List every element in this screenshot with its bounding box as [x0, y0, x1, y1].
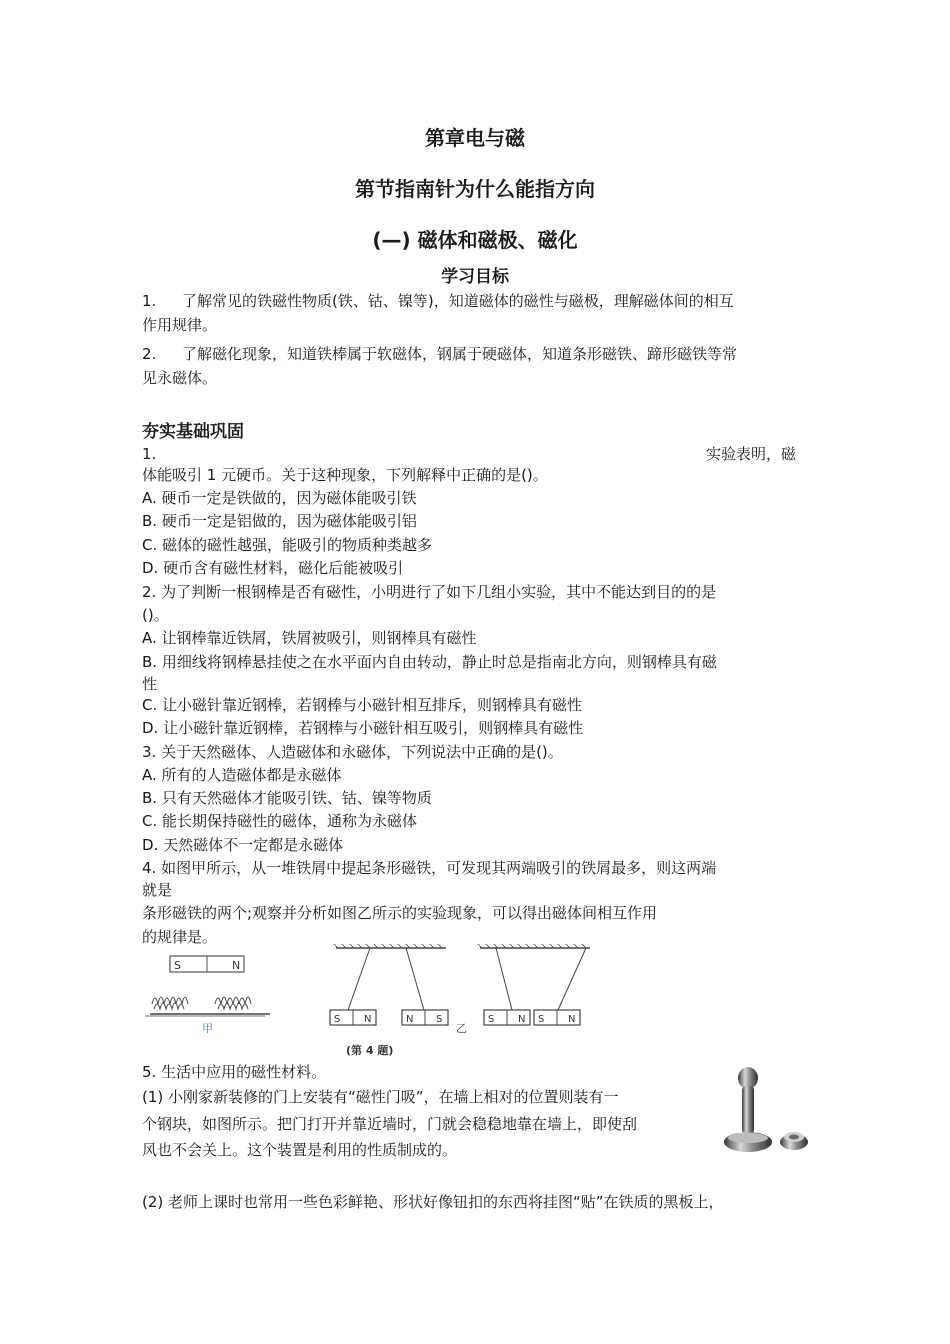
objective-2-cont: 见永磁体。 [142, 369, 218, 387]
q5-part1-line2: 个钢块，如图所示。把门打开并靠近墙时，门就会稳稳地靠在墙上，即使刮 [142, 1115, 638, 1133]
pole-s-label: S [174, 959, 181, 972]
q1-number: 1. [142, 445, 157, 463]
q3-stem: 3. 关于天然磁体、人造磁体和永磁体，下列说法中正确的是()。 [142, 743, 563, 761]
objective-number: 2. [142, 345, 157, 363]
objective-2 [142, 344, 737, 364]
q1-stem: 体能吸引 1 元硬币。关于这种现象，下列解释中正确的是()。 [142, 466, 548, 484]
q2-stem-cont: ()。 [142, 606, 169, 624]
objectives-title: 学习目标 [441, 267, 509, 287]
q5-part1-line3: 风也不会关上。这个装置是利用的性质制成的。 [142, 1141, 458, 1159]
q2-stem: 2. 为了判断一根钢棒是否有磁性，小明进行了如下几组小实验，其中不能达到目的的是 [142, 583, 717, 601]
q4-stem: 4. 如图甲所示，从一堆铁屑中提起条形磁铁，可发现其两端吸引的铁屑最多，则这两端 [142, 859, 717, 877]
label-jia: 甲 [202, 1022, 213, 1035]
objective-text: 了解常见的铁磁性物质(铁、钴、镍等)，知道磁体的磁性与磁极，理解磁体间的相互 [182, 292, 734, 310]
q3-option-b: B. 只有天然磁体才能吸引铁、钴、镍等物质 [142, 789, 432, 807]
figure-caption: (第 4 题) [346, 1044, 394, 1057]
objective-text: 了解磁化现象，知道铁棒属于软磁体，钢属于硬磁体，知道条形磁铁、蹄形磁铁等常 [182, 345, 738, 363]
q3-option-d: D. 天然磁体不一定都是永磁体 [142, 836, 344, 854]
figure-yi-attract [477, 944, 590, 1025]
figure-jia [145, 956, 270, 1035]
objective-1 [142, 291, 734, 311]
basics-section-title: 夯实基础巩固 [142, 422, 244, 442]
pole-n-label: N [568, 1014, 576, 1025]
q2-option-d: D. 让小磁针靠近钢棒，若钢棒与小磁针相互吸引，则钢棒具有磁性 [142, 719, 584, 737]
q2-option-a: A. 让钢棒靠近铁屑，铁屑被吸引，则钢棒具有磁性 [142, 629, 477, 647]
q4-figure [140, 944, 620, 1059]
q1-option-d: D. 硬币含有磁性材料，磁化后能被吸引 [142, 559, 404, 577]
q1-option-a: A. 硬币一定是铁做的，因为磁体能吸引铁 [142, 489, 417, 507]
q3-option-a: A. 所有的人造磁体都是永磁体 [142, 766, 342, 784]
q4-stem-cont: 就是 [142, 881, 173, 899]
pole-n-label: N [406, 1014, 414, 1025]
q2-option-b: B. 用细线将钢棒悬挂使之在水平面内自由转动，静止时总是指南北方向，则钢棒具有磁 [142, 653, 717, 671]
q1-option-c: C. 磁体的磁性越强，能吸引的物质种类越多 [142, 536, 433, 554]
q5-stem: 5. 生活中应用的磁性材料。 [142, 1063, 327, 1081]
q1-stem-right: 实验表明，磁 [706, 445, 797, 463]
pole-s-label: S [334, 1014, 341, 1025]
objective-number: 1. [142, 292, 157, 310]
q5-part1-line1: (1) 小刚家新装修的门上安装有“磁性门吸”，在墙上相对的位置则装有一 [142, 1088, 619, 1106]
pole-n-label: N [232, 959, 241, 972]
pole-n-label: N [518, 1014, 526, 1025]
q4-stem-cont3: 的规律是。 [142, 928, 218, 946]
figure-yi-repel [330, 944, 448, 1025]
pole-n-label: N [364, 1014, 372, 1025]
pole-s-label: S [538, 1014, 545, 1025]
section-title: 第节指南针为什么能指方向 [355, 177, 595, 201]
q4-stem-cont2: 条形磁铁的两个;观察并分析如图乙所示的实验现象，可以得出磁体间相互作用 [142, 904, 658, 922]
part-title: (—) 磁体和磁极、磁化 [372, 228, 578, 252]
q2-option-c: C. 让小磁针靠近钢棒，若钢棒与小磁针相互排斥，则钢棒具有磁性 [142, 696, 583, 714]
pole-s-label: S [436, 1014, 443, 1025]
q3-option-c: C. 能长期保持磁性的磁体，通称为永磁体 [142, 812, 418, 830]
door-stopper-image [722, 1064, 812, 1160]
pole-s-label: S [488, 1014, 495, 1025]
objective-1-cont: 作用规律。 [142, 316, 218, 334]
q1-option-b: B. 硬币一定是铝做的，因为磁体能吸引铝 [142, 512, 417, 530]
chapter-title: 第章电与磁 [425, 126, 525, 150]
q5-part2-line1: (2) 老师上课时也常用一些色彩鲜艳、形状好像钮扣的东西将挂图“贴”在铁质的黑板上， [142, 1193, 724, 1211]
q2-option-b-cont: 性 [142, 675, 158, 693]
label-yi: 乙 [456, 1022, 467, 1035]
